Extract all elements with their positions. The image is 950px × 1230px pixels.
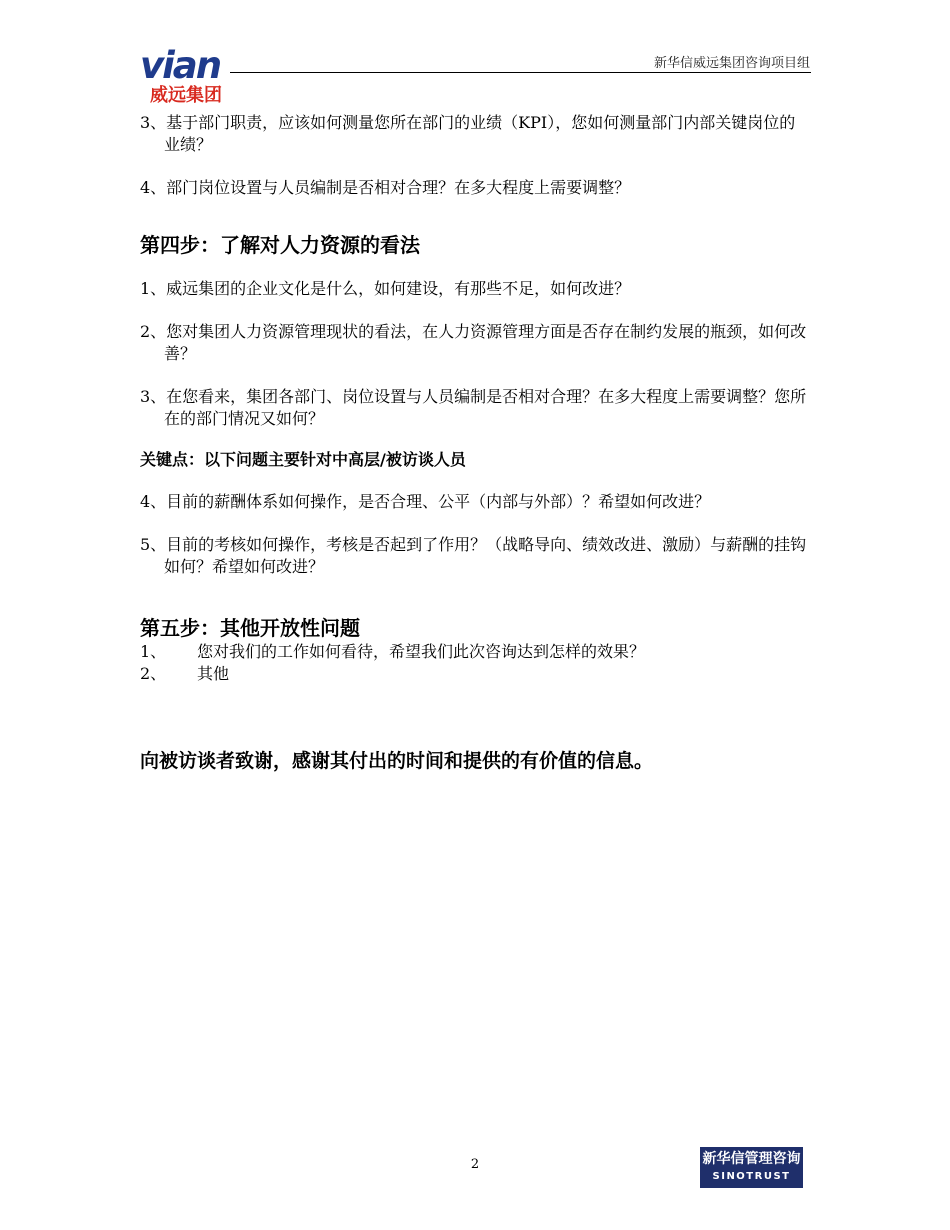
question-4-positions: 4、部门岗位设置与人员编制是否相对合理？在多大程度上需要调整？ [140, 178, 631, 197]
step4-question-2: 2、您对集团人力资源管理现状的看法，在人力资源管理方面是否存在制约发展的瓶颈，如何改善？ [140, 322, 807, 363]
closing-thanks: 向被访谈者致谢，感谢其付出的时间和提供的有价值的信息。 [140, 750, 654, 772]
step-5-heading: 第五步：其他开放性问题 [140, 616, 360, 640]
sinotrust-logo [700, 1147, 803, 1188]
page-number: 2 [470, 1157, 480, 1172]
header-divider [230, 72, 811, 73]
step5-item-number: 1、 [140, 642, 167, 661]
header-project-name: 新华信威远集团咨询项目组 [653, 56, 810, 71]
key-point-note: 关键点：以下问题主要针对中高层/被访谈人员 [140, 450, 466, 469]
step4-question-4: 4、目前的薪酬体系如何操作，是否合理、公平（内部与外部）？希望如何改进？ [140, 492, 711, 511]
step4-question-1: 1、威远集团的企业文化是什么，如何建设，有那些不足，如何改进？ [140, 279, 631, 298]
step4-question-5: 5、目前的考核如何操作，考核是否起到了作用？（战略导向、绩效改进、激励）与薪酬的挂钩如何？希望如何改进？ [140, 535, 807, 576]
step4-question-3: 3、在您看来，集团各部门、岗位设置与人员编制是否相对合理？在多大程度上需要调整？您所在的部门情况又如何？ [140, 387, 807, 428]
document-body [140, 112, 810, 774]
vian-logo [140, 44, 240, 107]
badge-english-text: SINOTRUST [712, 1171, 791, 1182]
badge-chinese-text: 新华信管理咨询 [702, 1151, 801, 1167]
logo-chinese-text: 威远集团 [150, 85, 222, 106]
step5-item-text: 其他 [197, 664, 230, 683]
step5-item [140, 663, 810, 685]
step5-item-number: 2、 [140, 664, 167, 683]
step-4-heading: 第四步：了解对人力资源的看法 [140, 233, 420, 257]
question-3-kpi: 3、基于部门职责，应该如何测量您所在部门的业绩（KPI），您如何测量部门内部关键岗位的业绩？ [140, 113, 796, 154]
logo-latin-text: vian [140, 44, 221, 87]
step5-item-text: 您对我们的工作如何看待，希望我们此次咨询达到怎样的效果？ [197, 642, 646, 661]
step5-item [140, 641, 810, 663]
